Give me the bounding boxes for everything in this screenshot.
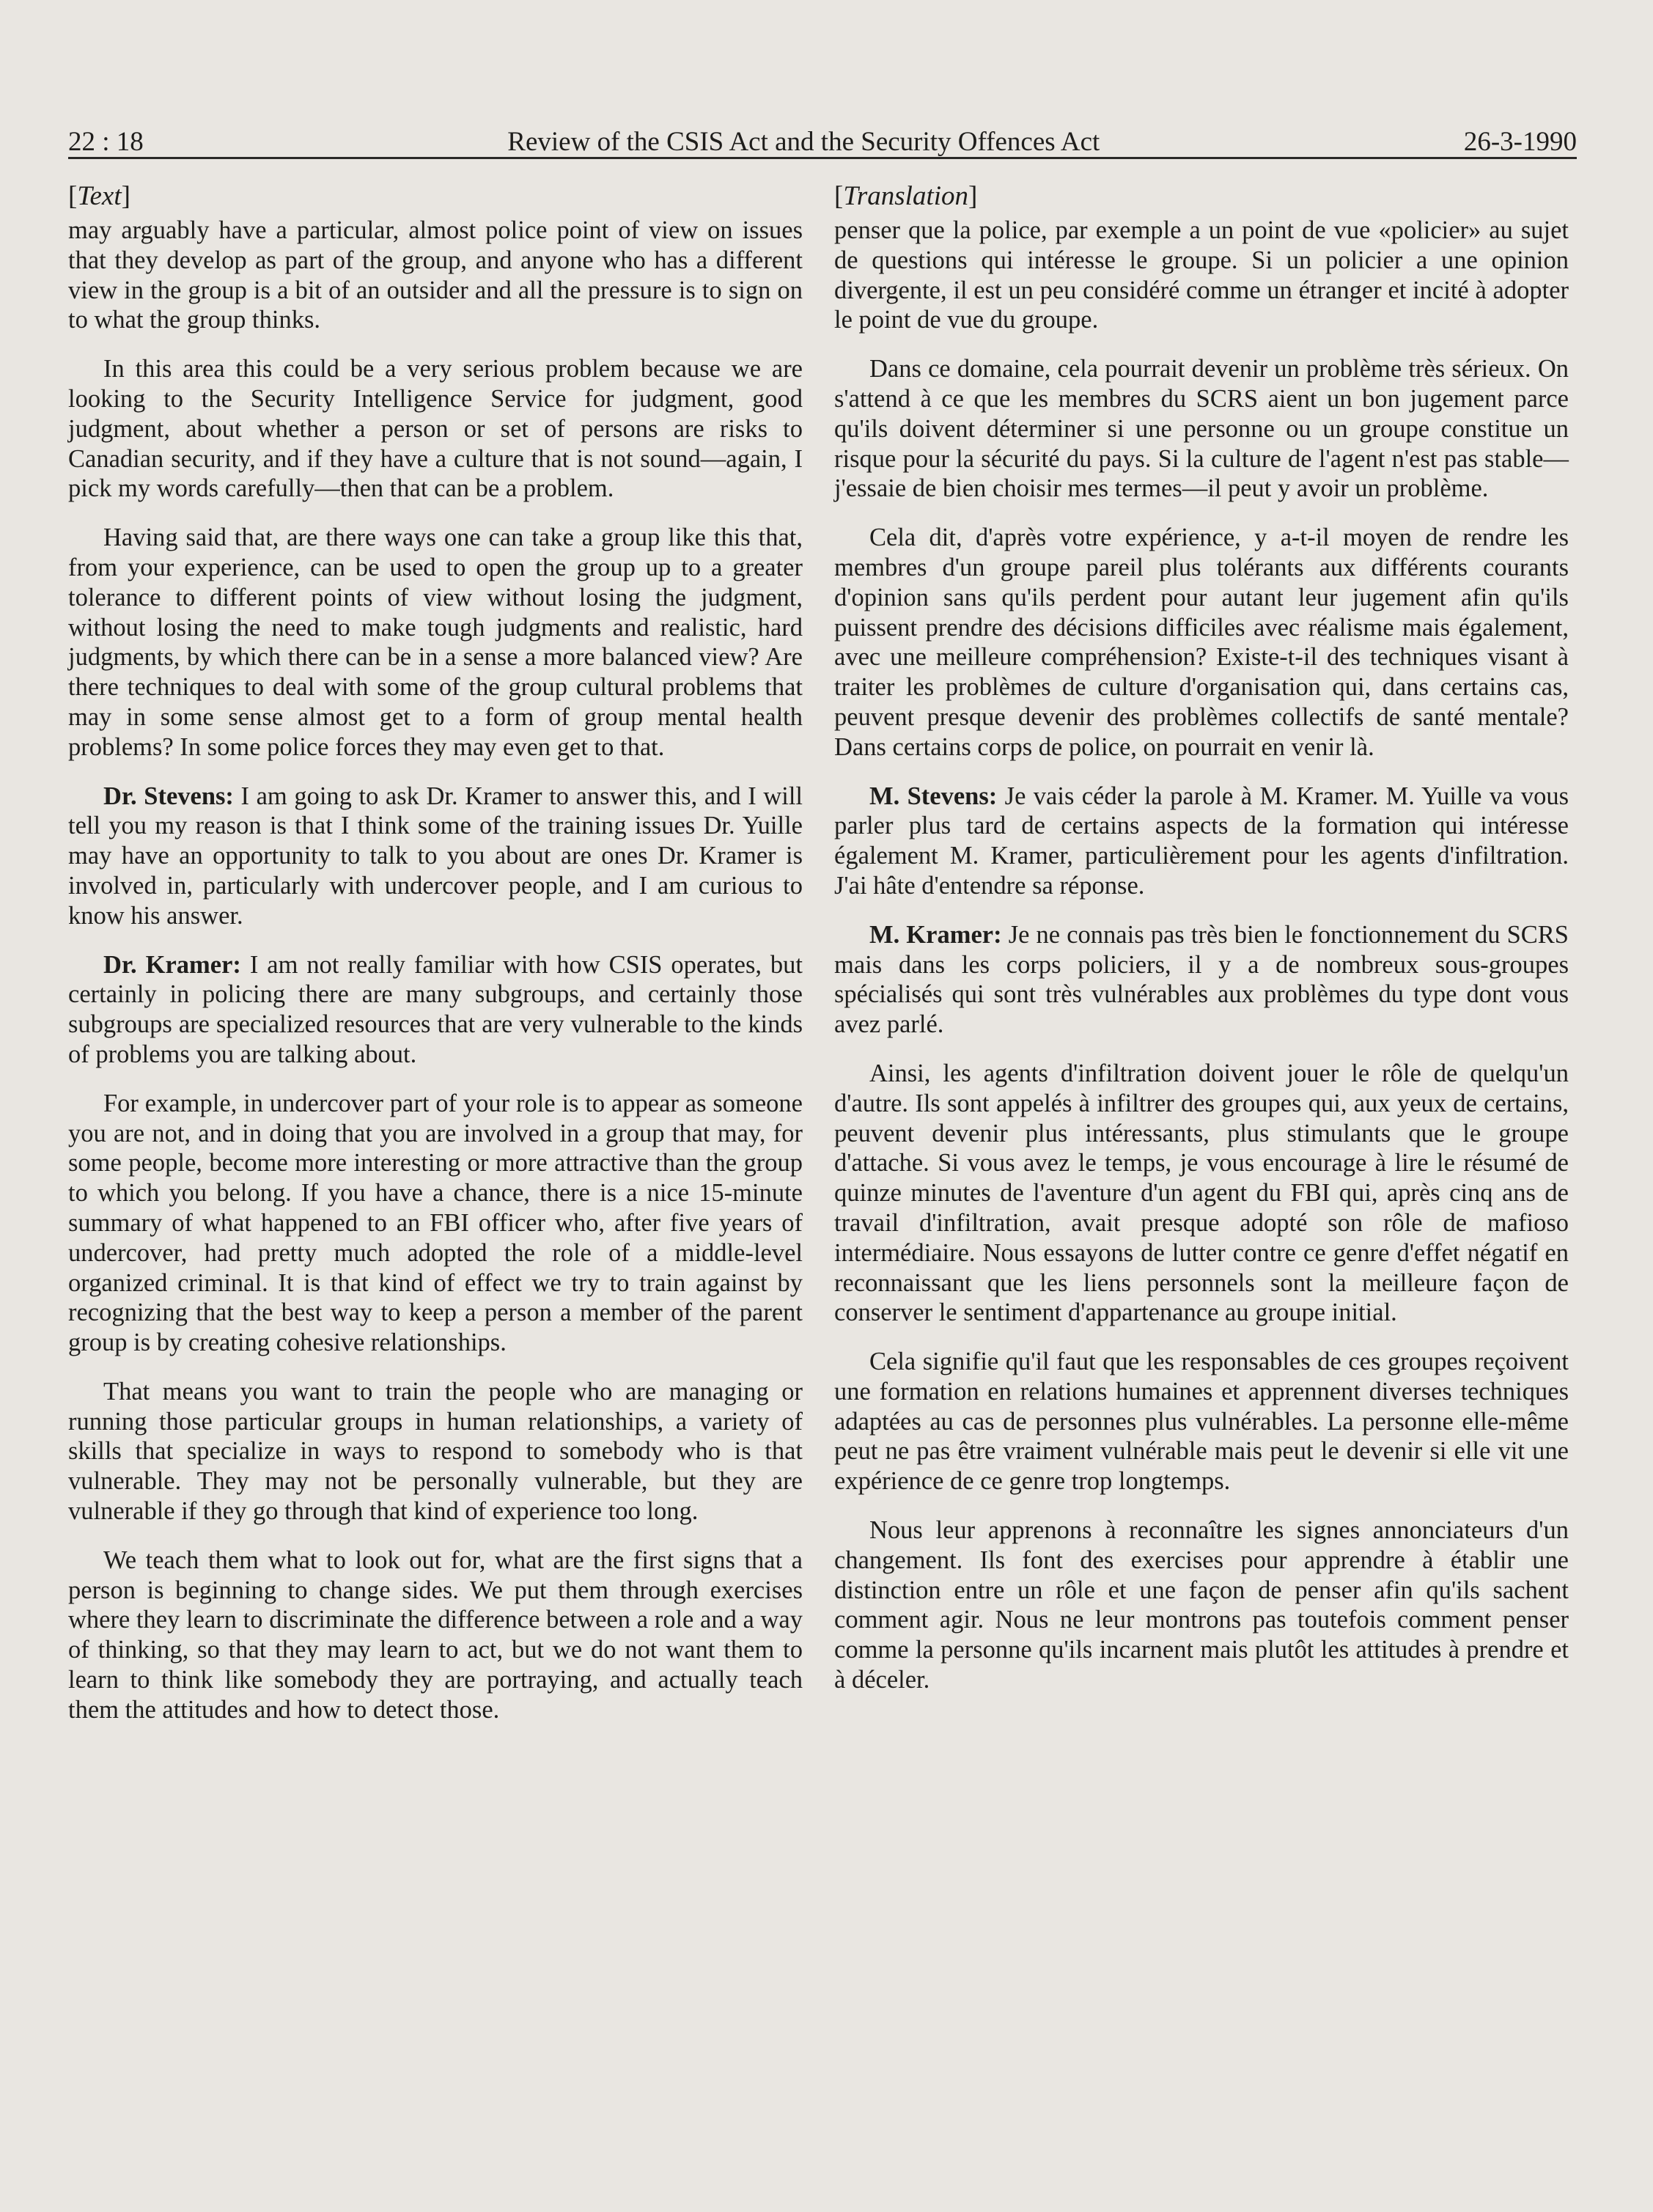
page-header — [68, 116, 1577, 155]
paragraph: penser que la police, par exemple a un point de vue «policier» au sujet de questions qui intéresse le groupe. Si un policier a une opinion divergente, il est un peu considéré comme un étranger et incité à adopter le point de vue du groupe. — [834, 216, 1569, 334]
paragraph: M. Kramer: Je ne connais pas très bien le fonctionnement du SCRS mais dans les corps policiers, il y a de nombreux sous-groupes spécialisés qui sont très vulnérables aux problèmes du type dont vous avez parlé. — [834, 920, 1569, 1039]
paragraph: That means you want to train the people who are managing or running those particular groups in human relationships, a variety of skills that specialize in ways to respond to somebody who is that vulnerable. They may not be personally vulnerable, but they are vulnerable if they go through that kind of experience too long. — [68, 1377, 803, 1526]
paragraph: Nous leur apprenons à reconnaître les signes annonciateurs d'un changement. Ils font des exercises pour apprendre à établir une distinction entre un rôle et une façon de penser afin qu'ils sachent comment agir. Nous ne leur montrons pas toutefois comment penser comme la personne qu'ils incarnent mais plutôt les attitudes à prendre et à déceler. — [834, 1516, 1569, 1694]
paragraph: Cela signifie qu'il faut que les responsables de ces groupes reçoivent une formation en relations humaines et apprennent diverses techniques adaptées au cas de personnes plus vulnérables. La personne elle-même peut ne pas être vraiment vulnérable mais peut le devenir si elle vit une expérience de ce genre trop longtemps. — [834, 1348, 1569, 1496]
speaker-name: Dr. Kramer: — [103, 950, 241, 979]
column-label-text: [Text] — [68, 181, 130, 211]
header-rule — [68, 157, 1577, 159]
speaker-name: M. Stevens: — [869, 782, 998, 810]
paragraph: Ainsi, les agents d'infiltration doivent jouer le rôle de quelqu'un d'autre. Ils sont appelés à infiltrer des groupes qui, aux yeux de certains, peuvent devenir plus intéressants, plus stimulants que le groupe d'attache. Si vous avez le temps, je vous encourage à lire le résumé de quinze minutes de l'aventure d'un agent du FBI qui, après cinq ans de travail d'infiltration, avait presque adopté son rôle de mafioso intermédiaire. Nous essayons de lutter contre ce genre d'effet négatif en reconnaissant que les liens personnels sont la meilleure façon de conserver le sentiment d'appartenance au groupe initial. — [834, 1059, 1569, 1327]
paragraph: Dr. Stevens: I am going to ask Dr. Kramer to answer this, and I will tell you my reason is that I think some of the training issues Dr. Yuille may have an opportunity to talk to you about are ones Dr. Kramer is involved in, particularly with undercover people, and I am curious to know his answer. — [68, 782, 803, 930]
paragraph: Cela dit, d'après votre expérience, y a-t-il moyen de rendre les membres d'un groupe pareil plus tolérants aux différents courants d'opinion sans qu'ils perdent pour autant leur jugement afin qu'ils puissent prendre des décisions difficiles avec réalisme mais également, avec une meilleure compréhension? Existe-t-il des techniques visant à traiter les problèmes de culture d'organisation qui, dans certains cas, peuvent presque devenir des problèmes collectifs de santé mentale? Dans certains corps de police, on pourrait en venir là. — [834, 523, 1569, 761]
speaker-name: M. Kramer: — [869, 920, 1002, 949]
speaker-name: Dr. Stevens: — [103, 782, 234, 810]
paragraph: For example, in undercover part of your role is to appear as someone you are not, and in doing that you are involved in a group that may, for some people, become more interesting or more attractive than the group to which you belong. If you have a chance, there is a nice 15-minute summary of what happened to an FBI officer who, after five years of undercover, had pretty much adopted the role of a middle-level organized criminal. It is that kind of effect we try to train against by recognizing that the best way to keep a person a member of the parent group is by creating cohesive relationships. — [68, 1089, 803, 1357]
running-title: Review of the CSIS Act and the Security Offences Act — [507, 127, 1100, 157]
paragraph: We teach them what to look out for, what are the first signs that a person is beginning to change sides. We put them through exercises where they learn to discriminate the difference between a role and a way of thinking, so that they may learn to act, but we do not want them to learn to think like somebody they are portraying, and actually teach them the attitudes and how to detect those. — [68, 1546, 803, 1724]
french-column — [834, 180, 1569, 1714]
page-date: 26-3-1990 — [1463, 127, 1577, 157]
paragraph: Dans ce domaine, cela pourrait devenir un problème très sérieux. On s'attend à ce que les membres du SCRS aient un bon jugement parce qu'ils doivent déterminer si une personne ou un groupe constitue un risque pour la sécurité du pays. Si la culture de l'agent n'est pas stable—j'essaie de bien choisir mes termes—il peut y avoir un problème. — [834, 355, 1569, 503]
paragraph: Dr. Kramer: I am not really familiar with how CSIS operates, but certainly in policing there are many subgroups, and certainly those subgroups are specialized resources that are very vulnerable to the kinds of problems you are talking about. — [68, 950, 803, 1068]
paragraph: may arguably have a particular, almost police point of view on issues that they develop as part of the group, and anyone who has a different view in the group is a bit of an outsider and all the pressure is to sign on to what the group thinks. — [68, 216, 803, 334]
paragraph: Having said that, are there ways one can take a group like this that, from your experience, can be used to open the group up to a greater tolerance to different points of view without losing the judgment, without losing the need to make tough judgments and realistic, hard judgments, by which there can be in a sense a more balanced view? Are there techniques to deal with some of the group cultural problems that may in some sense almost get to a form of group mental health problems? In some police forces they may even get to that. — [68, 523, 803, 761]
english-column — [68, 180, 803, 1744]
paragraph: In this area this could be a very serious problem because we are looking to the Security Intelligence Service for judgment, good judgment, about whether a person or set of persons are risks to Canadian security, and if they have a culture that is not sound—again, I pick my words carefully—then that can be a problem. — [68, 355, 803, 503]
column-label-translation: [Translation] — [834, 181, 978, 211]
page-number: 22 : 18 — [68, 127, 144, 157]
paragraph: M. Stevens: Je vais céder la parole à M. Kramer. M. Yuille va vous parler plus tard de certains aspects de la formation qui intéresse également M. Kramer, particulièrement pour les agents d'infiltration. J'ai hâte d'entendre sa réponse. — [834, 782, 1569, 900]
